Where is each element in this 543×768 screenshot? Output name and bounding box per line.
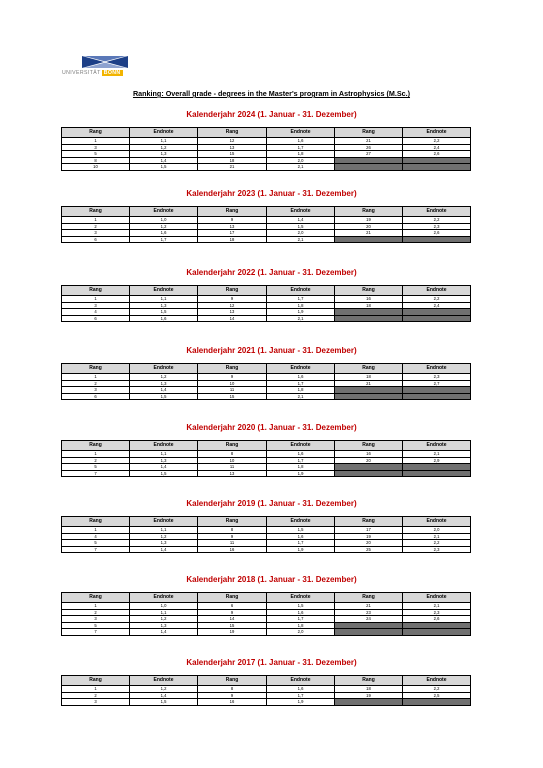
rank-cell: 2 — [62, 380, 130, 387]
rank-cell: 15 — [198, 622, 267, 629]
section-title: Kalenderjahr 2024 (1. Januar - 31. Dezember) — [186, 110, 357, 119]
table-header-row — [62, 364, 471, 374]
rank-cell: 13 — [198, 470, 267, 477]
column-header-rang: Rang — [62, 593, 130, 603]
column-header-endnote: Endnote — [403, 593, 471, 603]
grade-cell: 1,4 — [130, 629, 198, 636]
rank-cell: 12 — [198, 138, 267, 145]
column-header-rang: Rang — [335, 441, 403, 451]
rank-cell: 14 — [198, 616, 267, 623]
rank-cell: 20 — [335, 540, 403, 547]
grade-cell: 2,0 — [267, 629, 335, 636]
grade-cell: 2,6 — [403, 151, 471, 158]
column-header-endnote: Endnote — [130, 593, 198, 603]
rank-cell: 11 — [198, 387, 267, 394]
empty-cell — [335, 315, 403, 322]
rank-cell: 6 — [62, 315, 130, 322]
grade-cell: 1,5 — [267, 223, 335, 230]
rank-cell: 21 — [335, 603, 403, 610]
grade-cell: 1,7 — [267, 540, 335, 547]
ranking-table — [61, 440, 471, 477]
grade-cell: 2,1 — [403, 451, 471, 458]
grade-cell: 2,9 — [403, 457, 471, 464]
rank-cell: 8 — [198, 686, 267, 693]
rank-cell: 7 — [62, 470, 130, 477]
grade-cell: 1,3 — [130, 622, 198, 629]
rank-cell: 7 — [62, 629, 130, 636]
grade-cell: 1,4 — [130, 464, 198, 471]
column-header-endnote: Endnote — [130, 676, 198, 686]
column-header-endnote: Endnote — [403, 286, 471, 296]
grade-cell: 1,5 — [130, 309, 198, 316]
grade-cell: 1,2 — [130, 616, 198, 623]
rank-cell: 10 — [198, 380, 267, 387]
grade-cell: 1,8 — [267, 387, 335, 394]
grade-cell: 2,7 — [403, 380, 471, 387]
grade-cell: 1,5 — [267, 527, 335, 534]
grade-cell: 2,1 — [403, 533, 471, 540]
rank-cell: 19 — [335, 217, 403, 224]
rank-cell: 16 — [335, 296, 403, 303]
grade-cell: 2,2 — [403, 217, 471, 224]
column-header-rang: Rang — [62, 207, 130, 217]
empty-cell — [403, 164, 471, 171]
column-header-endnote: Endnote — [130, 207, 198, 217]
column-header-endnote: Endnote — [130, 364, 198, 374]
empty-cell — [403, 236, 471, 243]
rank-cell: 13 — [198, 144, 267, 151]
grade-cell: 2,2 — [403, 686, 471, 693]
column-header-rang: Rang — [198, 593, 267, 603]
rank-cell: 21 — [335, 380, 403, 387]
rank-cell: 27 — [335, 151, 403, 158]
ranking-table — [61, 206, 471, 243]
rank-cell: 5 — [62, 151, 130, 158]
grade-cell: 1,3 — [130, 302, 198, 309]
grade-cell: 1,2 — [130, 533, 198, 540]
column-header-rang: Rang — [335, 517, 403, 527]
empty-cell — [335, 236, 403, 243]
section-title: Kalenderjahr 2022 (1. Januar - 31. Dezember) — [186, 268, 357, 277]
grade-cell: 1,1 — [130, 609, 198, 616]
empty-cell — [335, 164, 403, 171]
grade-cell: 1,6 — [267, 374, 335, 381]
grade-cell: 2,0 — [267, 230, 335, 237]
ranking-table — [61, 285, 471, 322]
grade-cell: 1,6 — [267, 138, 335, 145]
column-header-rang: Rang — [62, 676, 130, 686]
empty-cell — [403, 470, 471, 477]
rank-cell: 6 — [62, 236, 130, 243]
rank-cell: 5 — [62, 540, 130, 547]
table-row — [62, 629, 471, 636]
grade-cell: 1,4 — [130, 157, 198, 164]
grade-cell: 1,2 — [130, 686, 198, 693]
grade-cell: 2,1 — [267, 393, 335, 400]
grade-cell: 1,3 — [130, 540, 198, 547]
grade-cell: 1,1 — [130, 138, 198, 145]
section-title: Kalenderjahr 2023 (1. Januar - 31. Dezember) — [186, 189, 357, 198]
grade-cell: 1,2 — [130, 223, 198, 230]
grade-cell: 1,9 — [267, 309, 335, 316]
grade-cell: 2,1 — [267, 315, 335, 322]
grade-cell: 1,0 — [130, 603, 198, 610]
column-header-rang: Rang — [198, 676, 267, 686]
section-title: Kalenderjahr 2021 (1. Januar - 31. Dezember) — [186, 346, 357, 355]
grade-cell: 1,7 — [267, 457, 335, 464]
grade-cell: 1,7 — [267, 296, 335, 303]
table-row — [62, 699, 471, 706]
column-header-endnote: Endnote — [267, 286, 335, 296]
grade-cell: 1,3 — [130, 151, 198, 158]
empty-cell — [335, 629, 403, 636]
grade-cell: 1,6 — [267, 533, 335, 540]
rank-cell: 9 — [198, 533, 267, 540]
column-header-rang: Rang — [335, 676, 403, 686]
rank-cell: 3 — [62, 387, 130, 394]
grade-cell: 1,9 — [267, 699, 335, 706]
grade-cell: 2,3 — [403, 609, 471, 616]
table-header-row — [62, 128, 471, 138]
rank-cell: 2 — [62, 692, 130, 699]
page-heading: Ranking: Overall grade - degrees in the Master's program in Astrophysics (M.Sc.) — [132, 89, 411, 98]
table-header-row — [62, 517, 471, 527]
column-header-endnote: Endnote — [130, 286, 198, 296]
column-header-endnote: Endnote — [403, 441, 471, 451]
ranking-table — [61, 675, 471, 706]
grade-cell: 1,5 — [130, 164, 198, 171]
column-header-rang: Rang — [62, 364, 130, 374]
ranking-table — [61, 363, 471, 400]
grade-cell: 1,6 — [130, 315, 198, 322]
rank-cell: 3 — [62, 699, 130, 706]
grade-cell: 1,5 — [130, 699, 198, 706]
table-row — [62, 470, 471, 477]
grade-cell: 1,6 — [267, 451, 335, 458]
column-header-rang: Rang — [335, 286, 403, 296]
grade-cell: 2,2 — [403, 138, 471, 145]
column-header-endnote: Endnote — [403, 207, 471, 217]
grade-cell: 2,5 — [403, 692, 471, 699]
table-row — [62, 164, 471, 171]
column-header-endnote: Endnote — [130, 517, 198, 527]
empty-cell — [335, 393, 403, 400]
grade-cell: 2,1 — [267, 164, 335, 171]
university-logo-wordmark — [62, 70, 123, 76]
grade-cell: 1,4 — [130, 387, 198, 394]
rank-cell: 10 — [62, 164, 130, 171]
table-header-row — [62, 441, 471, 451]
rank-cell: 2 — [62, 609, 130, 616]
rank-cell: 1 — [62, 686, 130, 693]
rank-cell: 9 — [198, 217, 267, 224]
section-title: Kalenderjahr 2017 (1. Januar - 31. Dezember) — [186, 658, 357, 667]
rank-cell: 23 — [335, 609, 403, 616]
grade-cell: 1,8 — [267, 302, 335, 309]
rank-cell: 6 — [198, 603, 267, 610]
rank-cell: 19 — [335, 533, 403, 540]
rank-cell: 8 — [198, 451, 267, 458]
rank-cell: 10 — [198, 457, 267, 464]
grade-cell: 2,6 — [403, 616, 471, 623]
rank-cell: 1 — [62, 451, 130, 458]
rank-cell: 20 — [335, 223, 403, 230]
rank-cell: 18 — [335, 686, 403, 693]
column-header-endnote: Endnote — [267, 593, 335, 603]
grade-cell: 1,5 — [267, 603, 335, 610]
column-header-endnote: Endnote — [130, 128, 198, 138]
rank-cell: 3 — [62, 230, 130, 237]
rank-cell: 3 — [62, 616, 130, 623]
grade-cell: 2,1 — [267, 236, 335, 243]
rank-cell: 16 — [198, 699, 267, 706]
grade-cell: 1,4 — [130, 692, 198, 699]
rank-cell: 9 — [198, 296, 267, 303]
rank-cell: 1 — [62, 138, 130, 145]
grade-cell: 1,4 — [130, 546, 198, 553]
empty-cell — [403, 315, 471, 322]
column-header-endnote: Endnote — [403, 676, 471, 686]
column-header-endnote: Endnote — [403, 128, 471, 138]
rank-cell: 1 — [62, 527, 130, 534]
column-header-rang: Rang — [198, 207, 267, 217]
column-header-endnote: Endnote — [267, 517, 335, 527]
rank-cell: 11 — [198, 540, 267, 547]
table-row — [62, 315, 471, 322]
empty-cell — [335, 699, 403, 706]
ranking-table — [61, 127, 471, 171]
grade-cell: 1,1 — [130, 296, 198, 303]
rank-cell: 9 — [198, 609, 267, 616]
grade-cell: 2,3 — [403, 374, 471, 381]
logo-city-text: BONN — [103, 70, 121, 76]
section-title: Kalenderjahr 2019 (1. Januar - 31. Dezember) — [186, 499, 357, 508]
rank-cell: 3 — [62, 144, 130, 151]
column-header-endnote: Endnote — [403, 364, 471, 374]
table-row — [62, 546, 471, 553]
table-row — [62, 236, 471, 243]
rank-cell: 19 — [198, 629, 267, 636]
rank-cell: 19 — [335, 692, 403, 699]
grade-cell: 1,8 — [267, 622, 335, 629]
section-title: Kalenderjahr 2018 (1. Januar - 31. Dezember) — [186, 575, 357, 584]
rank-cell: 18 — [198, 157, 267, 164]
grade-cell: 1,6 — [130, 230, 198, 237]
rank-cell: 20 — [335, 457, 403, 464]
rank-cell: 24 — [335, 616, 403, 623]
table-row — [62, 393, 471, 400]
university-logo-mark-icon — [80, 55, 130, 69]
grade-cell: 1,9 — [267, 470, 335, 477]
grade-cell: 2,2 — [403, 540, 471, 547]
rank-cell: 18 — [198, 236, 267, 243]
grade-cell: 1,2 — [130, 144, 198, 151]
grade-cell: 2,2 — [403, 296, 471, 303]
rank-cell: 5 — [62, 622, 130, 629]
rank-cell: 16 — [335, 451, 403, 458]
grade-cell: 1,5 — [130, 470, 198, 477]
rank-cell: 1 — [62, 374, 130, 381]
column-header-endnote: Endnote — [267, 441, 335, 451]
table-header-row — [62, 593, 471, 603]
grade-cell: 1,7 — [267, 380, 335, 387]
university-logo — [62, 55, 132, 85]
rank-cell: 1 — [62, 296, 130, 303]
table-header-row — [62, 676, 471, 686]
rank-cell: 21 — [198, 164, 267, 171]
column-header-rang: Rang — [62, 286, 130, 296]
rank-cell: 2 — [62, 457, 130, 464]
column-header-endnote: Endnote — [403, 517, 471, 527]
rank-cell: 26 — [335, 144, 403, 151]
grade-cell: 1,8 — [267, 464, 335, 471]
grade-cell: 1,4 — [267, 217, 335, 224]
rank-cell: 17 — [335, 527, 403, 534]
grade-cell: 2,3 — [403, 223, 471, 230]
rank-cell: 2 — [62, 223, 130, 230]
empty-cell — [403, 393, 471, 400]
rank-cell: 3 — [62, 302, 130, 309]
grade-cell: 1,9 — [267, 546, 335, 553]
rank-cell: 16 — [198, 546, 267, 553]
ranking-table — [61, 516, 471, 553]
rank-cell: 4 — [62, 309, 130, 316]
rank-cell: 12 — [198, 302, 267, 309]
grade-cell: 2,0 — [267, 157, 335, 164]
grade-cell: 2,4 — [403, 144, 471, 151]
column-header-rang: Rang — [335, 593, 403, 603]
grade-cell: 1,7 — [267, 616, 335, 623]
rank-cell: 18 — [335, 302, 403, 309]
table-header-row — [62, 207, 471, 217]
grade-cell: 1,3 — [130, 380, 198, 387]
rank-cell: 8 — [198, 527, 267, 534]
grade-cell: 1,6 — [267, 609, 335, 616]
column-header-rang: Rang — [198, 286, 267, 296]
grade-cell: 1,1 — [130, 527, 198, 534]
grade-cell: 1,7 — [267, 692, 335, 699]
grade-cell: 1,7 — [267, 144, 335, 151]
rank-cell: 15 — [198, 393, 267, 400]
grade-cell: 2,0 — [403, 527, 471, 534]
table-header-row — [62, 286, 471, 296]
grade-cell: 1,2 — [130, 374, 198, 381]
rank-cell: 11 — [198, 464, 267, 471]
rank-cell: 6 — [62, 393, 130, 400]
column-header-rang: Rang — [335, 207, 403, 217]
rank-cell: 17 — [198, 230, 267, 237]
empty-cell — [335, 470, 403, 477]
column-header-rang: Rang — [62, 128, 130, 138]
grade-cell: 2,3 — [403, 546, 471, 553]
rank-cell: 21 — [335, 138, 403, 145]
column-header-endnote: Endnote — [267, 207, 335, 217]
rank-cell: 14 — [198, 315, 267, 322]
grade-cell: 1,0 — [130, 217, 198, 224]
column-header-rang: Rang — [62, 441, 130, 451]
grade-cell: 2,4 — [403, 302, 471, 309]
rank-cell: 5 — [62, 464, 130, 471]
grade-cell: 1,8 — [267, 151, 335, 158]
grade-cell: 1,6 — [267, 686, 335, 693]
grade-cell: 2,1 — [403, 603, 471, 610]
rank-cell: 13 — [198, 309, 267, 316]
rank-cell: 21 — [335, 230, 403, 237]
column-header-rang: Rang — [198, 128, 267, 138]
column-header-rang: Rang — [62, 517, 130, 527]
column-header-endnote: Endnote — [130, 441, 198, 451]
column-header-rang: Rang — [198, 364, 267, 374]
ranking-table — [61, 592, 471, 636]
grade-cell: 2,6 — [403, 230, 471, 237]
column-header-rang: Rang — [198, 441, 267, 451]
column-header-rang: Rang — [335, 364, 403, 374]
empty-cell — [403, 629, 471, 636]
column-header-endnote: Endnote — [267, 676, 335, 686]
rank-cell: 9 — [198, 374, 267, 381]
section-title: Kalenderjahr 2020 (1. Januar - 31. Dezember) — [186, 423, 357, 432]
rank-cell: 25 — [335, 546, 403, 553]
rank-cell: 1 — [62, 603, 130, 610]
column-header-endnote: Endnote — [267, 128, 335, 138]
empty-cell — [403, 699, 471, 706]
grade-cell: 1,5 — [130, 393, 198, 400]
rank-cell: 18 — [335, 374, 403, 381]
rank-cell: 1 — [62, 217, 130, 224]
rank-cell: 8 — [62, 157, 130, 164]
grade-cell: 1,3 — [130, 457, 198, 464]
grade-cell: 1,1 — [130, 451, 198, 458]
rank-cell: 9 — [198, 692, 267, 699]
rank-cell: 13 — [198, 223, 267, 230]
column-header-endnote: Endnote — [267, 364, 335, 374]
rank-cell: 4 — [62, 533, 130, 540]
logo-university-text: UNIVERSITÄT — [62, 70, 101, 76]
column-header-rang: Rang — [198, 517, 267, 527]
column-header-rang: Rang — [335, 128, 403, 138]
rank-cell: 7 — [62, 546, 130, 553]
rank-cell: 15 — [198, 151, 267, 158]
grade-cell: 1,7 — [130, 236, 198, 243]
